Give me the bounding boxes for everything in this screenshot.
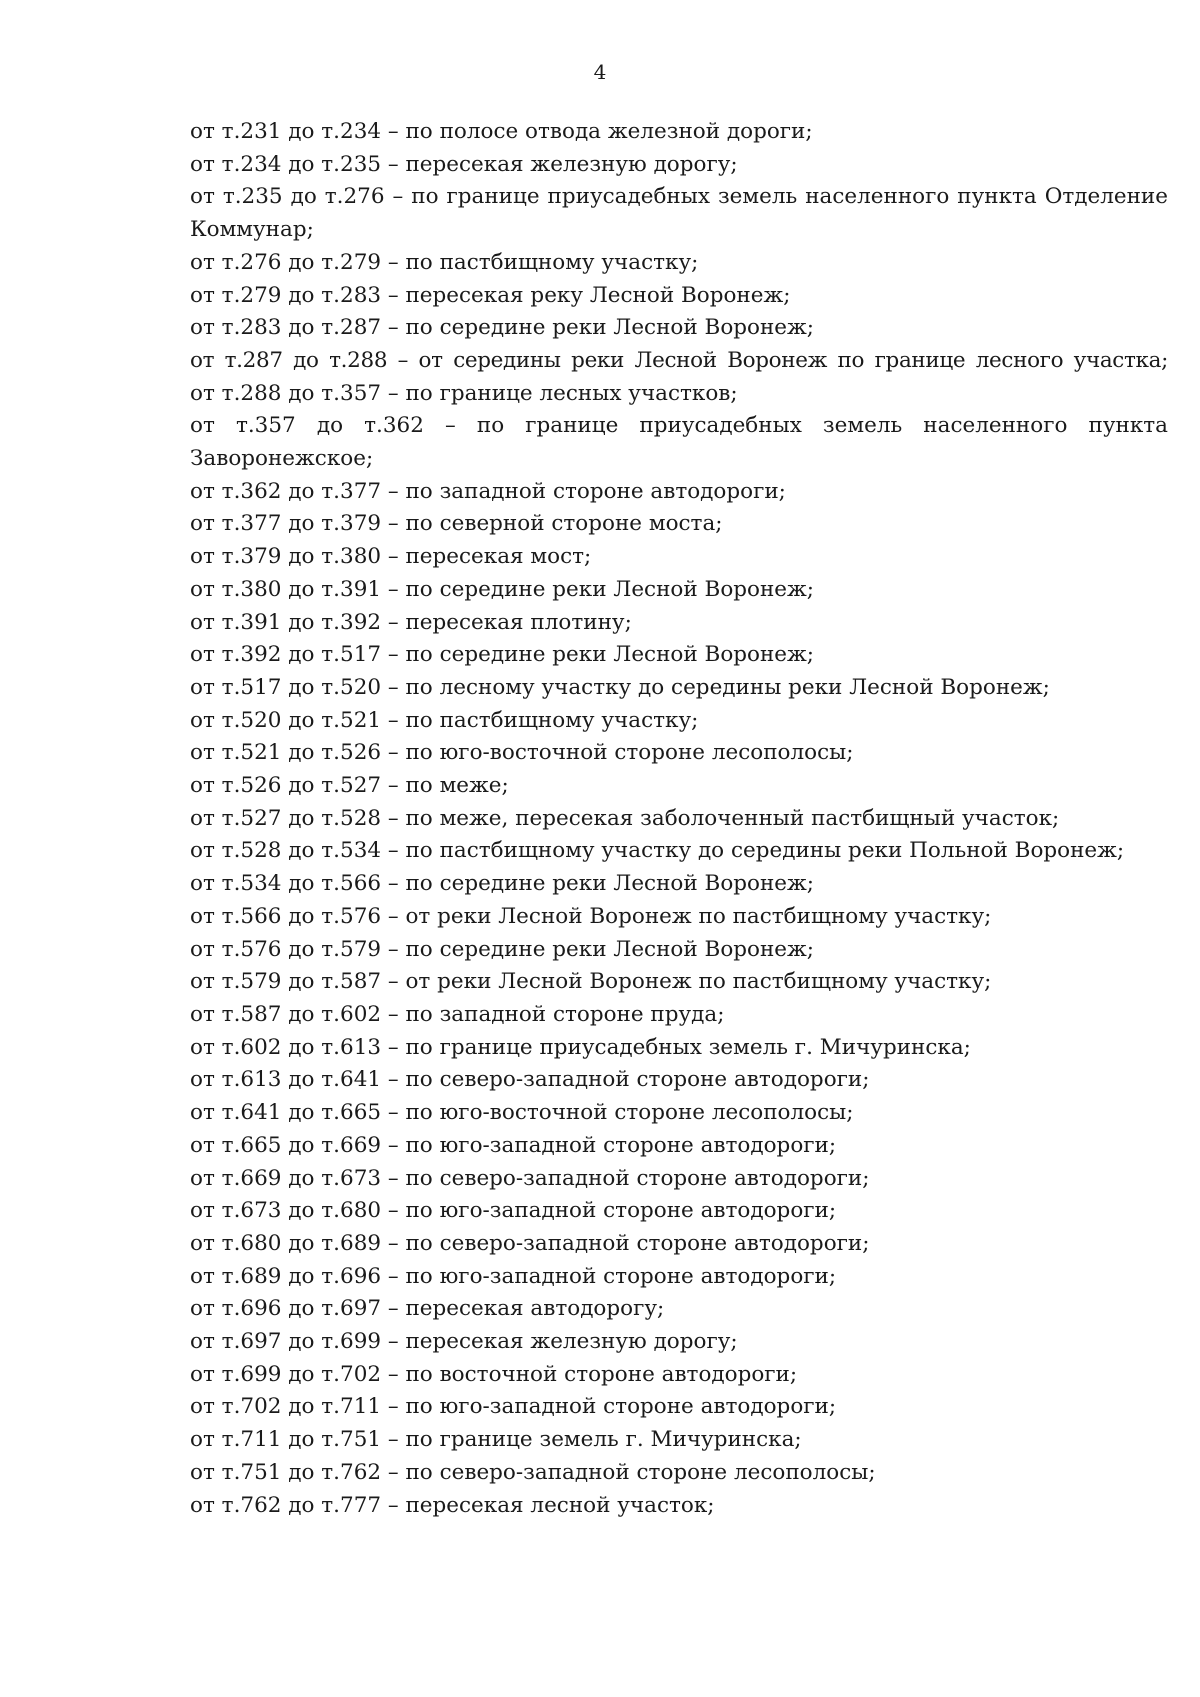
boundary-entry: от т.576 до т.579 – по середине реки Лесной Воронеж; [190,936,815,962]
boundary-entry: от т.696 до т.697 – пересекая автодорогу; [190,1296,665,1322]
boundary-entry: от т.283 до т.287 – по середине реки Лесной Воронеж; [190,315,815,341]
boundary-entry: от т.711 до т.751 – по границе земель г. Мичуринска; [190,1427,802,1453]
boundary-entry: от т.287 до т.288 – от середины реки Лесной Воронеж по границе лесного участка; [190,347,1168,373]
boundary-entry: от т.357 до т.362 – по границе приусадебных земель населенного пункта Заворонежское; [190,413,1168,472]
boundary-entry: от т.392 до т.517 – по середине реки Лесной Воронеж; [190,642,815,668]
boundary-entry: от т.528 до т.534 – по пастбищному участку до середины реки Польной Воронеж; [190,838,1125,864]
boundary-entry: от т.526 до т.527 – по меже; [190,773,509,799]
page-number: 4 [593,60,607,84]
boundary-entry: от т.276 до т.279 – по пастбищному участку; [190,249,699,275]
boundary-entry: от т.534 до т.566 – по середине реки Лесной Воронеж; [190,871,815,897]
boundary-entry: от т.751 до т.762 – по северо-западной стороне лесополосы; [190,1459,876,1485]
boundary-entry: от т.680 до т.689 – по северо-западной стороне автодороги; [190,1230,870,1256]
boundary-entry: от т.288 до т.357 – по границе лесных участков; [190,380,738,406]
boundary-entry: от т.235 до т.276 – по границе приусадебных земель населенного пункта Отделение Коммунар; [190,184,1168,243]
boundary-entry: от т.231 до т.234 – по полосе отвода железной дороги; [190,119,813,144]
boundary-entry: от т.699 до т.702 – по восточной стороне автодороги; [190,1361,798,1387]
boundary-entry: от т.379 до т.380 – пересекая мост; [190,544,592,570]
boundary-entry: от т.579 до т.587 – от реки Лесной Воронеж по пастбищному участку; [190,969,992,995]
boundary-entry: от т.566 до т.576 – от реки Лесной Воронеж по пастбищному участку; [190,903,992,929]
boundary-entry: от т.527 до т.528 – по меже, пересекая заболоченный пастбищный участок; [190,805,1060,831]
boundary-entry: от т.702 до т.711 – по юго-западной стороне автодороги; [190,1394,837,1420]
boundary-description [190,116,1168,1522]
boundary-entry: от т.673 до т.680 – по юго-западной стороне автодороги; [190,1198,837,1224]
boundary-entry: от т.665 до т.669 – по юго-западной стороне автодороги; [190,1132,837,1158]
boundary-entry: от т.520 до т.521 – по пастбищному участку; [190,707,699,733]
boundary-entry: от т.391 до т.392 – пересекая плотину; [190,609,632,635]
boundary-entry: от т.380 до т.391 – по середине реки Лесной Воронеж; [190,576,815,602]
boundary-entry: от т.762 до т.777 – пересекая лесной участок; [190,1492,715,1518]
boundary-entry: от т.521 до т.526 – по юго-восточной стороне лесополосы; [190,740,854,766]
boundary-entry: от т.697 до т.699 – пересекая железную дорогу; [190,1329,738,1355]
boundary-entry: от т.377 до т.379 – по северной стороне моста; [190,511,723,537]
boundary-entry: от т.641 до т.665 – по юго-восточной стороне лесополосы; [190,1100,854,1126]
boundary-entry: от т.587 до т.602 – по западной стороне пруда; [190,1001,725,1027]
boundary-entry: от т.669 до т.673 – по северо-западной стороне автодороги; [190,1165,870,1191]
boundary-entry: от т.517 до т.520 – по лесному участку до середины реки Лесной Воронеж; [190,674,1050,700]
boundary-entry: от т.234 до т.235 – пересекая железную дорогу; [190,151,738,177]
boundary-entry: от т.689 до т.696 – по юго-западной стороне автодороги; [190,1263,837,1289]
boundary-entry: от т.362 до т.377 – по западной стороне автодороги; [190,478,786,504]
boundary-entry: от т.613 до т.641 – по северо-западной стороне автодороги; [190,1067,870,1093]
boundary-entry: от т.602 до т.613 – по границе приусадебных земель г. Мичуринска; [190,1034,971,1060]
boundary-entry: от т.279 до т.283 – пересекая реку Лесной Воронеж; [190,282,791,308]
